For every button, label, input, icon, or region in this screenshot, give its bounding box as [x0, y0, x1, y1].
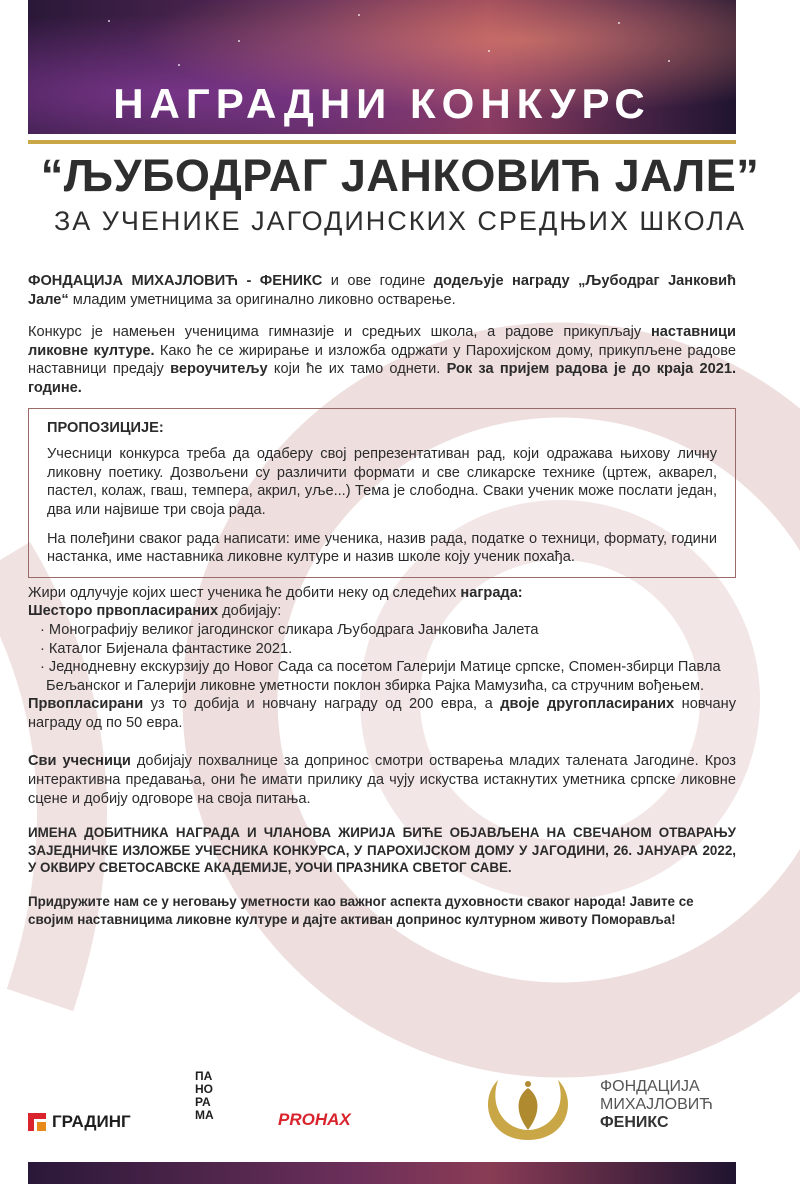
participants-bold: Сви учесници: [28, 753, 131, 770]
participants-paragraph: [28, 752, 736, 808]
prizes-text: новчану награду од по 50 евра.: [28, 696, 736, 731]
grading-logo: [28, 1112, 131, 1132]
participants-text: добијају похвалнице за допринос смотри остварења младих талената Јагодине. Кроз интерактивна предавања, они ће имати прилику да чују искуства истакнутих уметника српске ликовне сцене и добију одговоре на своја питања.: [28, 753, 736, 807]
prizes-text: уз то добија и новчану награду од 200 евра, а: [143, 696, 501, 713]
award-name: додељује награду „Љубодраг Јанковић Јале“: [28, 273, 737, 308]
prize-list: [40, 621, 736, 695]
panorama-logo-text: НО: [195, 1082, 213, 1096]
banner-title: НАГРАДНИ КОНКУРС: [113, 80, 651, 127]
prizes-text: добијају:: [218, 603, 282, 620]
prizes-bold: Шесторо првопласираних: [28, 603, 219, 620]
feniks-phoenix-icon: [468, 1070, 588, 1160]
contest-title: “ЉУБОДРАГ ЈАНКОВИЋ ЈАЛЕ”: [40, 150, 760, 201]
panorama-logo-text: ПА: [195, 1069, 213, 1083]
grading-mark-icon: [28, 1113, 46, 1131]
purpose-bold: вероучитељу: [170, 361, 268, 378]
cash-prize-paragraph: [28, 695, 736, 732]
list-item: · Монографију великог јагодинског сликара Љубодрага Јанковића Јалета: [40, 621, 539, 638]
prizes-bold: Првопласирани: [28, 696, 144, 713]
feniks-logo-text: [600, 1078, 713, 1132]
sponsor-footer: [0, 1060, 800, 1170]
purpose-paragraph: [28, 323, 736, 397]
feniks-line: ФОНДАЦИЈА: [600, 1078, 700, 1095]
intro-paragraph: [28, 272, 736, 309]
list-item: · Једнодневну екскурзију до Новог Сада са посетом Галерији Матице српске, Спомен-збирци Павла Бељанског и Галерији ликовне уметности поклон збирка Рајка Мамузића, са стручним вођењем.: [40, 659, 721, 694]
propositions-heading: ПРОПОЗИЦИЈЕ:: [47, 419, 164, 436]
panorama-logo-text: МА: [195, 1108, 214, 1122]
footer-band: [28, 1162, 736, 1184]
foundation-name: ФОНДАЦИЈА МИХАЈЛОВИЋ - ФЕНИКС: [28, 273, 323, 289]
prizes-bold: награда:: [460, 584, 523, 601]
grading-logo-text: ГРАДИНГ: [52, 1112, 131, 1131]
closing-paragraph: Придружите нам се у неговању уметности као важног аспекта духовности сваког народа! Јавите се својим наставницима ликовне културе и дајте активан допринос културном животу Поморавља!: [28, 894, 694, 927]
intro-text: младим уметницима за оригинално ликовно остварење.: [68, 291, 456, 308]
feniks-line: МИХАЈЛОВИЋ: [600, 1096, 713, 1113]
prizes-text: Жири одлучује којих шест ученика ће добити неку од следећих: [28, 584, 461, 601]
announcement-paragraph: ИМЕНА ДОБИТНИКА НАГРАДА И ЧЛАНОВА ЖИРИЈА БИЋЕ ОБЈАВЉЕНА НА СВЕЧАНОМ ОТВАРАЊУ ЗАЈЕДНИЧКЕ ИЗЛОЖБЕ УЧЕСНИКА КОНКУРСА, У ПАРОХИЈСКОМ ДОМУ У ЈАГОДИНИ, 26. ЈАНУАРА 2022, У ОКВИРУ СВЕТОСАВСКЕ АКАДЕМИЈЕ, УОЧИ ПРАЗНИКА СВЕТОГ САВЕ.: [28, 825, 736, 876]
prizes-bold: двоје другопласираних: [500, 696, 675, 713]
purpose-text: који ће их тамо однети.: [267, 361, 447, 378]
list-item: · Каталог Бијенала фантастике 2021.: [40, 640, 293, 657]
header-banner: [28, 0, 736, 134]
purpose-text: Како ће се жирирање и изложба одржати у Парохијском дому, прикупљене радове наставници предају: [28, 342, 736, 378]
prohax-logo: PROHAX: [278, 1110, 351, 1129]
purpose-text: Конкурс је намењен ученицима гимназије и средњих школа, а радове прикупљају: [28, 324, 651, 341]
propositions-box: [28, 408, 736, 578]
feniks-line: ФЕНИКС: [600, 1114, 669, 1131]
prizes-intro: [28, 584, 736, 621]
propositions-paragraph: Учесници конкурса треба да одаберу свој репрезентативан рад, који одражава њихову личну ликовну поетику. Дозвољени су различити формати и све сликарске технике (цртеж, акварел, пастел, колаж, гваш, темпера, акрил, уље...) Тема је слободна. Сваки ученик може послати један, два или највише три своја рада.: [47, 446, 717, 518]
gold-divider-top: [28, 140, 736, 144]
deadline: Рок за пријем радова је до краја 2021. године.: [28, 361, 737, 396]
propositions-paragraph: На полеђини сваког рада написати: име ученика, назив рада, податке о техници, формату, години настанка, име наставника ликовне културе и назив школе коју ученик похађа.: [47, 530, 717, 566]
intro-text: и ове године: [322, 273, 434, 289]
panorama-logo: [195, 1070, 235, 1122]
panorama-logo-text: РА: [195, 1095, 211, 1109]
purpose-bold: наставници ликовне културе.: [28, 324, 736, 359]
contest-body: [28, 272, 736, 928]
contest-subtitle: ЗА УЧЕНИКЕ ЈАГОДИНСКИХ СРЕДЊИХ ШКОЛА: [53, 206, 747, 236]
